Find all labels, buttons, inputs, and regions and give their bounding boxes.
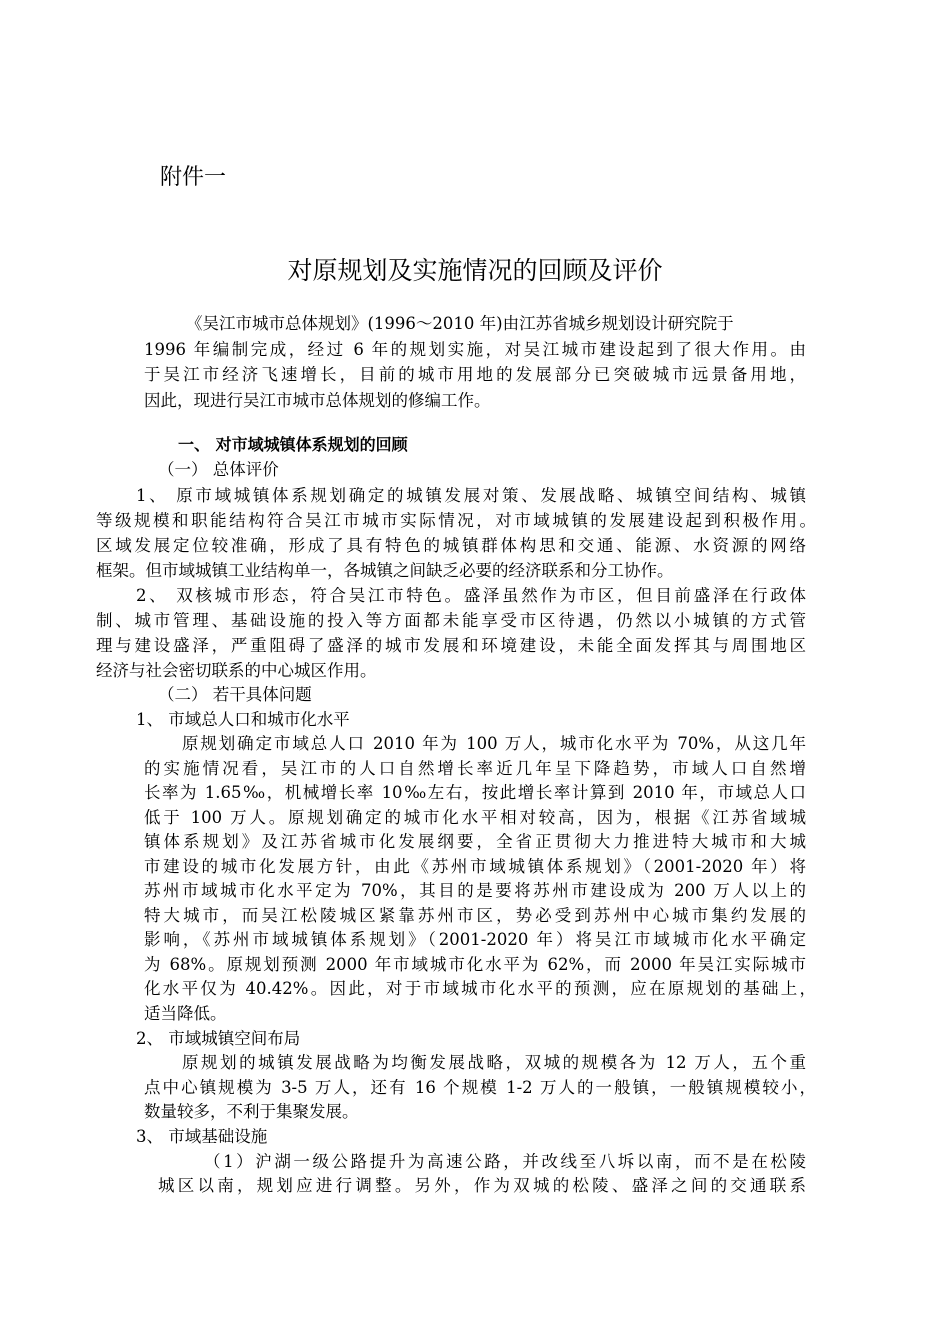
point-line: 制、城市管理、基础设施的投入等方面都未能享受市区待遇，仍然以小城镇的方式管 [96, 611, 806, 630]
item-line: 原规划的城镇发展战略为均衡发展战略，双城的规模各为 12 万人，五个重 [182, 1053, 806, 1072]
item-heading: 3、 市域基础设施 [136, 1127, 268, 1146]
item-line: 点中心镇规模为 3-5 万人，还有 16 个规模 1-2 万人的一般镇，一般镇规模较小， [144, 1078, 816, 1097]
item-line: 数量较多，不利于集聚发展。 [144, 1102, 359, 1121]
subsection-heading: （一） 总体评价 [158, 460, 279, 479]
attachment-label: 附件一 [160, 165, 227, 190]
item-line: 原规划确定市域总人口 2010 年为 100 万人，城市化水平为 70%，从这几年 [182, 734, 806, 753]
item-heading: 2、 市域城镇空间布局 [136, 1029, 301, 1048]
item-line: 长率为 1.65‰，机械增长率 10‰左右，按此增长率计算到 2010 年，市域总人口 [144, 783, 806, 802]
item-line: 城区以南，规划应进行调整。另外，作为双城的松陵、盛泽之间的交通联系 [158, 1176, 806, 1195]
item-line: 为 68%。原规划预测 2000 年市域城市化水平为 62%，而 2000 年吴江实际城市 [144, 955, 806, 974]
intro-line: 《吴江市城市总体规划》(1996～2010 年)由江苏省城乡规划设计研究院于 [186, 314, 734, 333]
item-line: 低于 100 万人。原规划确定的城市化水平相对较高，因为，根据《江苏省域城 [144, 808, 806, 827]
intro-line: 于吴江市经济飞速增长，目前的城市用地的发展部分已突破城市远景备用地， [144, 365, 806, 384]
page-title: 对原规划及实施情况的回顾及评价 [287, 256, 663, 285]
point-line: 等级规模和职能结构符合吴江市城市实际情况，对市域城镇的发展建设起到积极作用。 [96, 511, 816, 530]
item-line: 的实施情况看，吴江市的人口自然增长率近几年呈下降趋势，市域人口自然增 [144, 759, 806, 778]
item-line: 化水平仅为 40.42%。因此，对于市域城市化水平的预测，应在原规划的基础上， [144, 979, 816, 998]
item-line: 特大城市，而吴江松陵城区紧靠苏州市区，势必受到苏州中心城市集约发展的 [144, 906, 806, 925]
item-line: （1）沪湖一级公路提升为高速公路，并改线至八坼以南，而不是在松陵 [204, 1152, 806, 1171]
point-line: 1、 原市域城镇体系规划确定的城镇发展对策、发展战略、城镇空间结构、城镇 [136, 486, 806, 505]
point-line: 框架。但市域城镇工业结构单一，各城镇之间缺乏必要的经济联系和分工协作。 [96, 561, 674, 580]
intro-line: 1996 年编制完成，经过 6 年的规划实施，对吴江城市建设起到了很大作用。由 [144, 340, 806, 359]
item-line: 影响，《苏州市域城镇体系规划》（2001-2020 年）将吴江市域城市化水平确定 [144, 930, 806, 949]
point-line: 2、 双核城市形态，符合吴江市特色。盛泽虽然作为市区，但目前盛泽在行政体 [136, 586, 806, 605]
item-line: 市建设的城市化发展方针，由此《苏州市域城镇体系规划》（2001-2020 年）将 [144, 857, 806, 876]
point-line: 理与建设盛泽，严重阻碍了盛泽的城市发展和环境建设，未能全面发挥其与周围地区 [96, 636, 806, 655]
item-line: 适当降低。 [144, 1004, 227, 1023]
point-line: 经济与社会密切联系的中心城区作用。 [96, 661, 377, 680]
section-heading: 一、 对市域城镇体系规划的回顾 [178, 435, 408, 454]
subsection-heading: （二） 若干具体问题 [158, 685, 312, 704]
item-heading: 1、 市域总人口和城市化水平 [136, 710, 350, 729]
intro-line: 因此，现进行吴江市城市总体规划的修编工作。 [144, 391, 491, 410]
item-line: 苏州市域城市化水平定为 70%，其目的是要将苏州市建设成为 200 万人以上的 [144, 881, 806, 900]
item-line: 镇体系规划》及江苏省城市化发展纲要，全省正贯彻大力推进特大城市和大城 [144, 832, 806, 851]
point-line: 区域发展定位较准确，形成了具有特色的城镇群体构思和交通、能源、水资源的网络 [96, 536, 806, 555]
